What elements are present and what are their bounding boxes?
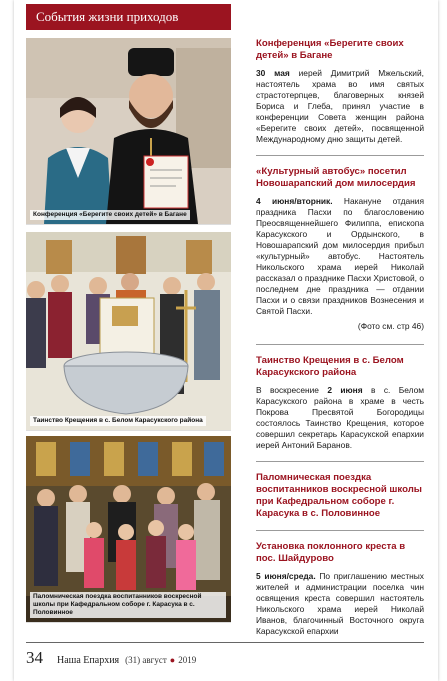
photo-caption: Паломническая поездка воспитанников воскресной школы при Кафедральном соборе г. Карасука в с. Половинное (30, 592, 226, 618)
article-text: По приглашению местных жителей и администрации поселка чин освящения креста совершил настоятель Никольского храма иерей Николай Иванов, благочинный Восточного округа Карасукской епархии (256, 571, 424, 636)
divider (256, 344, 424, 345)
article-date: 4 июня/вторник. (256, 196, 333, 206)
divider (256, 530, 424, 531)
article-date: 5 июня/среда. (256, 571, 316, 581)
photo-conference (26, 38, 231, 225)
issue-label: (31) август (125, 655, 167, 665)
footer-divider (26, 642, 424, 643)
photo-caption: Таинство Крещения в с. Белом Карасукского района (30, 416, 206, 426)
article-date: 30 мая (256, 68, 290, 78)
photo-reference: (Фото см. стр 46) (357, 321, 424, 331)
article-body (256, 196, 424, 317)
section-header (26, 4, 231, 30)
page-number: 34 (26, 648, 43, 667)
article (256, 472, 424, 520)
article (256, 355, 424, 451)
article (256, 541, 424, 637)
photo-pilgrimage (26, 436, 231, 623)
article-body (256, 68, 424, 145)
article (256, 38, 424, 145)
article-body (256, 385, 424, 451)
page-footer (26, 648, 424, 670)
article (256, 166, 424, 332)
article-text: в с. Белом Карасукского района в храме в честь Покрова Пресвятой Богородицы состоялось Таинство Крещения, которое совершил секретарь Карасукской епархии иерей Антоний Баранов. (256, 385, 425, 450)
divider (256, 155, 424, 156)
article-body (256, 571, 424, 637)
issue-year: 2019 (178, 655, 197, 665)
photo-conference-image (26, 38, 231, 224)
article-lead: В воскресение (256, 385, 328, 395)
news-column (256, 38, 424, 641)
article-title: Паломническая поездка воспитанников воскресной школы при Кафедральном соборе г. Карасука в с. Половинное (256, 472, 422, 519)
magazine-name: Наша Епархия (57, 655, 120, 666)
photo-baptism-image (26, 232, 231, 430)
bullet-icon: ● (169, 655, 176, 665)
article-text: иерей Димитрий Мжельский, настоятель храма во имя святых страстотерпцев, благоверных князей Бориса и Глеба, принял участие в конференции Совета женщин района «Берегите своих детей», посвященной Международному дню защиты детей. (256, 68, 424, 144)
section-title: События жизни приходов (36, 9, 179, 24)
divider (256, 461, 424, 462)
article-date: 2 июня (327, 385, 363, 395)
article-text: Накануне отдания праздника Пасхи по благословению Преосвященнейшего Филиппа, епископа Карасукского и Ордынского, в Новошарапский дом милосердия прибыл «культурный» автобус. Настоятель Никольского храма иерей Николай рассказал о празднике Пасхи Христовой, о последнем дне праздника — отдании Пасхи и о связи праздников Вознесения и Святой Пасхи. (256, 196, 425, 316)
photo-caption: Конференция «Берегите своих детей» в Багане (30, 210, 190, 220)
article-title: Таинство Крещения в с. Белом Карасукского района (256, 355, 404, 378)
photo-baptism (26, 232, 231, 431)
article-title: «Культурный автобус» посетил Новошарапский дом милосердия (256, 166, 416, 189)
article-title: Конференция «Берегите своих детей» в Багане (256, 38, 404, 61)
article-title: Установка поклонного креста в пос. Шайдурово (256, 541, 406, 564)
